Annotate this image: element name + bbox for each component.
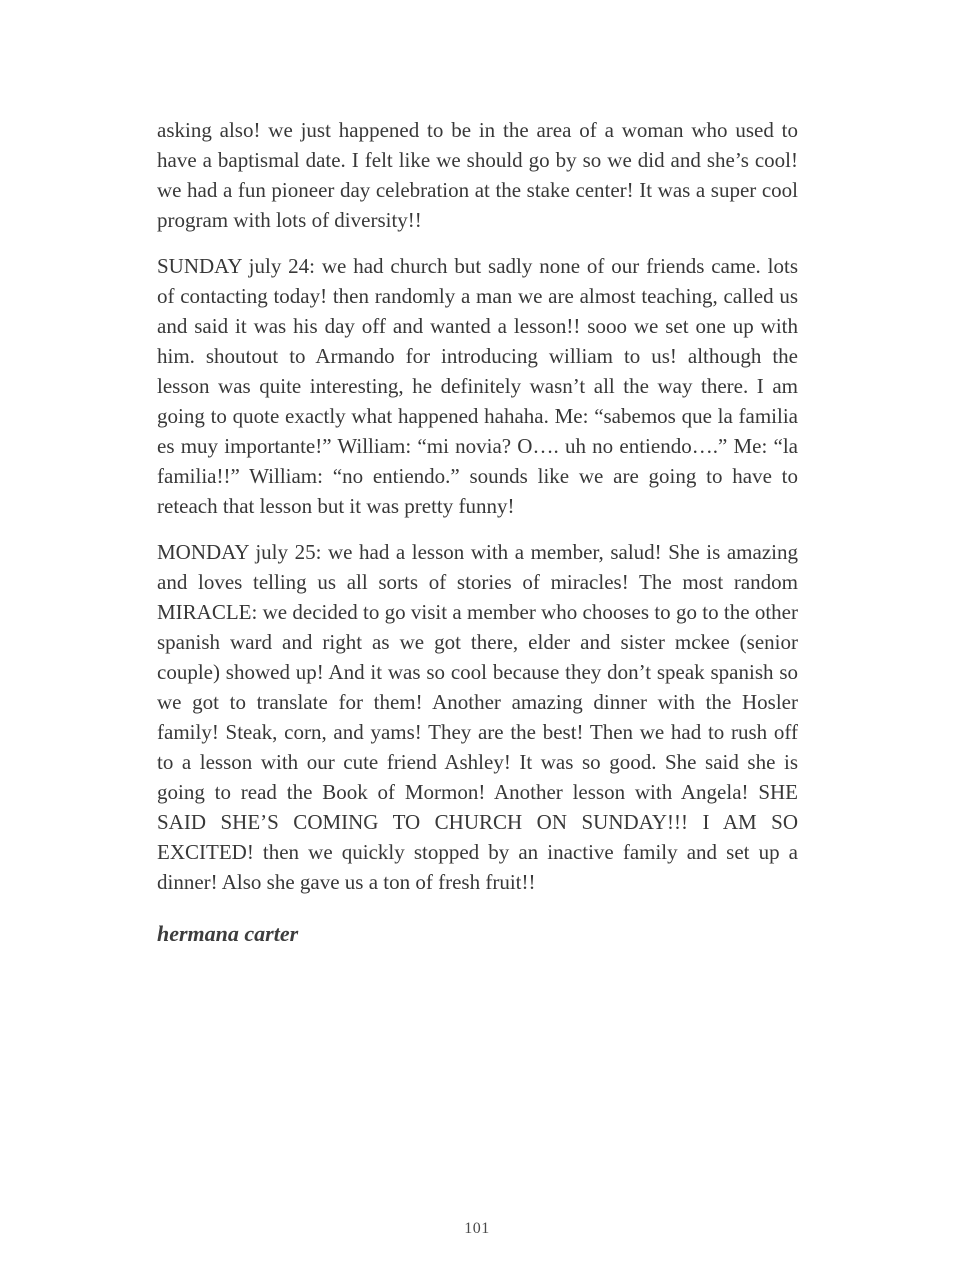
paragraph-sunday-july-24: SUNDAY july 24: we had church but sadly none of our friends came. lots of contacting today! then randomly a man we are almost teaching, called us and said it was his day off and wanted a lesson!! sooo we set one up with him. shoutout to Armando for introducing william to us! although the lesson was quite interesting, he definitely wasn’t all the way there. I am going to quote exactly what happened hahaha. Me: “sabemos que la familia es muy importante!” William: “mi novia? O…. uh no entiendo….” Me: “la familia!!” William: “no entiendo.” sounds like we are going to have to reteach that lesson but it was pretty funny! [157, 254, 798, 518]
signature: hermana carter [157, 921, 299, 946]
paragraph-continuation: asking also! we just happened to be in the area of a woman who used to have a baptismal date. I felt like we should go by so we did and she’s cool! we had a fun pioneer day celebration at the stake center! It was a super cool program with lots of diversity!! [157, 118, 798, 232]
text-content [157, 115, 798, 949]
page-number: 101 [464, 1220, 490, 1237]
paragraph-monday-july-25: MONDAY july 25: we had a lesson with a member, salud! She is amazing and loves telling us all sorts of stories of miracles! The most random MIRACLE: we decided to go visit a member who chooses to go to the other spanish ward and right as we got there, elder and sister mckee (senior couple) showed up! And it was so cool because they don’t speak spanish so we got to translate for them! Another amazing dinner with the Hosler family! Steak, corn, and yams! They are the best! Then we had to rush off to a lesson with our cute friend Ashley! It was so good. She said she is going to read the Book of Mormon! Another lesson with Angela! SHE SAID SHE’S COMING TO CHURCH ON SUNDAY!!! I AM SO EXCITED! then we quickly stopped by an inactive family and set up a dinner! Also she gave us a ton of fresh fruit!! [157, 540, 798, 894]
